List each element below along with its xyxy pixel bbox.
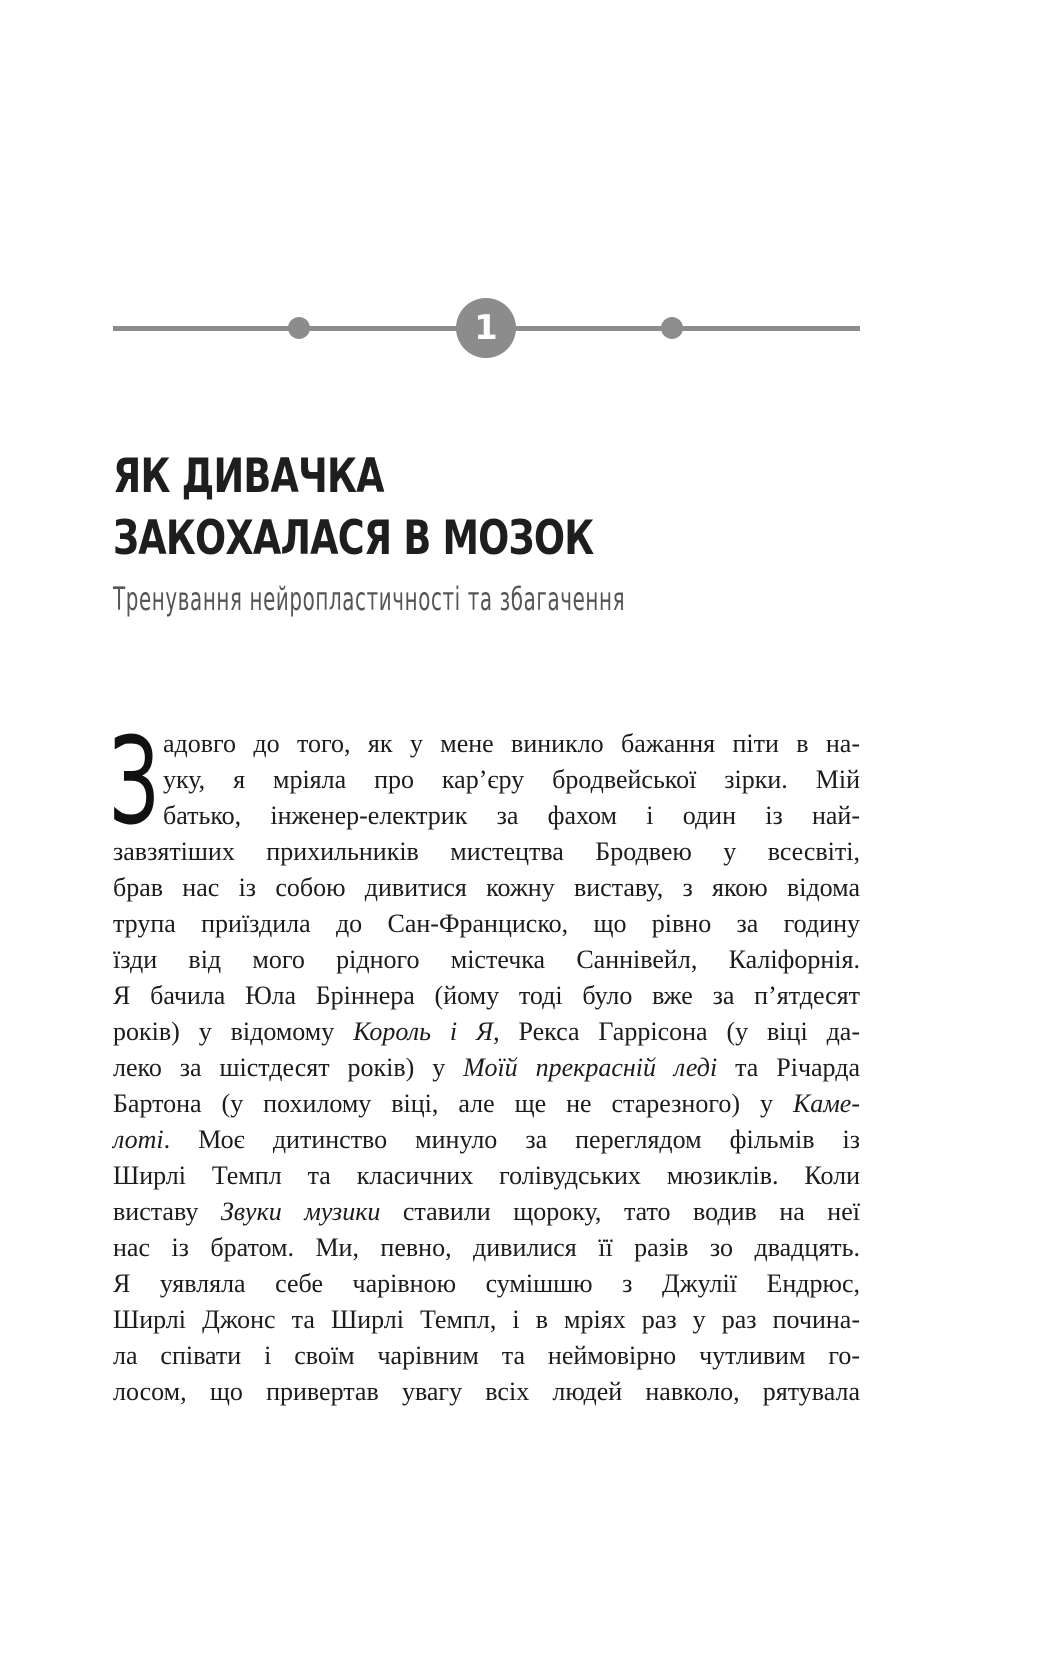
dot-icon [288,317,310,339]
text: . Моє дитинство минуло за переглядом фільмів із [163,1125,860,1154]
text: леко за шістдесят років) у [113,1053,464,1082]
body-text [109,713,861,1410]
work-title: Моїй прекрасній леді [463,1053,718,1082]
text-line: уку, я мріяла про кар’єру бродвейської зірки. Мій [163,765,860,794]
text-line: адовго до того, як у мене виникло бажання піти в на- [163,729,860,758]
text-line [113,1050,860,1086]
text-line [113,1122,860,1158]
text: ставили щороку, тато водив на неї [380,1197,860,1226]
text-line [113,1194,860,1230]
drop-cap: З [109,713,160,852]
text-line: Ширлі Джонс та Ширлі Темпл, і в мріях раз у раз почина- [113,1305,860,1334]
text: виставу [113,1197,221,1226]
work-title: Звуки музики [220,1197,381,1226]
text-line: трупа приїздила до Сан-Франциско, що рівно за годину [113,909,860,938]
text: , Рекса Гаррісона (у віці да- [493,1017,861,1046]
text-line: Я уявляла себе чарівною сумішшю з Джулії Ендрюс, [113,1269,860,1298]
work-title: Каме- [792,1089,860,1118]
dot-icon [661,317,683,339]
text-line: Ширлі Темпл та класичних голівудських мюзиклів. Коли [113,1161,860,1190]
text-line: Я бачила Юла Бріннера (йому тоді було вже за п’ятдесят [113,981,860,1010]
work-title: лоті [113,1125,164,1154]
chapter-number: 1 [456,298,516,358]
text-line: лосом, що привертав увагу всіх людей навколо, рятувала [113,1377,860,1406]
text-line: їзди від мого рідного містечка Саннівейл, Каліфорнія. [113,945,860,974]
work-title: Король і Я [353,1017,494,1046]
text-line [113,1014,860,1050]
text: Бартона (у похилому віці, але ще не старезного) у [113,1089,793,1118]
chapter-subtitle: Тренування нейропластичності та збагачення [113,580,626,618]
chapter-marker [113,295,860,361]
text-line: завзятіших прихильників мистецтва Бродвею у всесвіті, [113,837,860,866]
chapter-title-line-1: ЯК ДИВАЧКА [113,449,384,504]
text-line: ла співати і своїм чарівним та неймовірно чутливим го- [113,1341,860,1370]
text-line: брав нас із собою дивитися кожну виставу, з якою відома [113,873,860,902]
text: та Річарда [717,1053,860,1082]
text-line [113,1086,860,1122]
text: років) у відомому [113,1017,354,1046]
text-line: батько, інженер-електрик за фахом і один із най- [163,801,860,830]
text-line: нас із братом. Ми, певно, дивилися її разів зо двадцять. [113,1233,860,1262]
chapter-title [113,446,706,570]
chapter-title-line-2: ЗАКОХАЛАСЯ В МОЗОК [113,511,594,566]
